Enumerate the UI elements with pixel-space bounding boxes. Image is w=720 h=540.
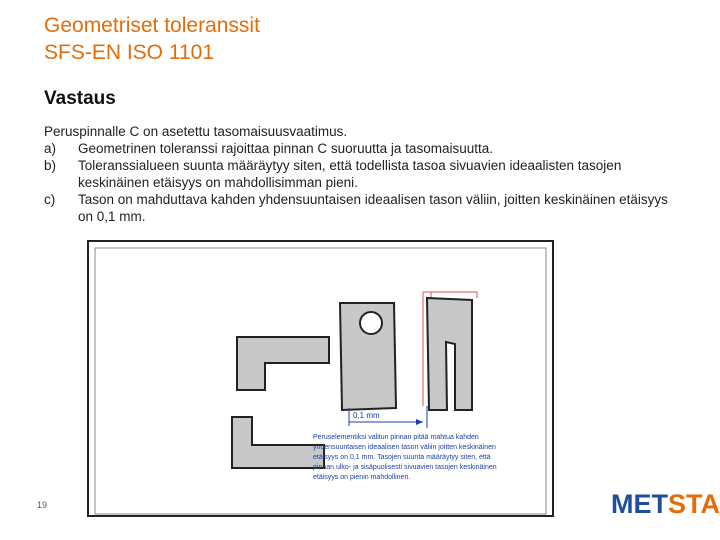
item-text: Toleranssialueen suunta määräytyy siten, että todellista tasoa sivuavien ideaalisten tasojen keskinäinen etäisyys on mahdollisimman pieni. — [78, 158, 622, 190]
answer-text — [44, 123, 684, 225]
note-line: yhdensuuntaisen ideaalisen tason väliin joitten keskinäinen — [313, 444, 496, 451]
item-text: Geometrinen toleranssi rajoittaa pinnan C suoruutta ja tasomaisuutta. — [78, 141, 493, 156]
note-line: etäisyys on 0,1 mm. Tasojen suunta määräytyy siten, että — [313, 454, 491, 461]
hole — [360, 312, 382, 334]
item-label: c) — [44, 192, 56, 207]
answer-item — [44, 140, 684, 157]
answer-item — [44, 191, 684, 225]
page-number: 19 — [37, 500, 48, 510]
note-line: pinnan ulko- ja sisäpuolisesti sivuavien tasojen keskinäinen — [313, 464, 497, 471]
metsta-logo — [611, 489, 720, 520]
section-heading: Vastaus — [44, 88, 116, 109]
item-text: Tason on mahduttava kahden yhdensuuntaisen ideaalisen tason väliin, joitten keskinäinen etäisyys on 0,1 mm. — [78, 192, 668, 224]
note-line: Peruselementiksi valitun pinnan pitää mahtua kahden — [313, 434, 479, 441]
logo-part-met: MET — [611, 489, 668, 519]
answer-item — [44, 157, 684, 191]
tolerance-figure — [87, 240, 554, 517]
item-label: a) — [44, 141, 57, 156]
intro-line: Peruspinnalle C on asetettu tasomaisuusvaatimus. — [44, 124, 348, 139]
note-line: etäisyys on pienin mahdollinen. — [313, 474, 411, 481]
logo-part-sta: STA — [668, 489, 720, 519]
slide-title — [44, 12, 260, 66]
title-line-1: Geometriset toleranssit — [44, 14, 260, 37]
item-label: b) — [44, 158, 57, 173]
dimension-label: 0,1 mm — [353, 411, 380, 420]
title-line-2: SFS-EN ISO 1101 — [44, 41, 215, 64]
